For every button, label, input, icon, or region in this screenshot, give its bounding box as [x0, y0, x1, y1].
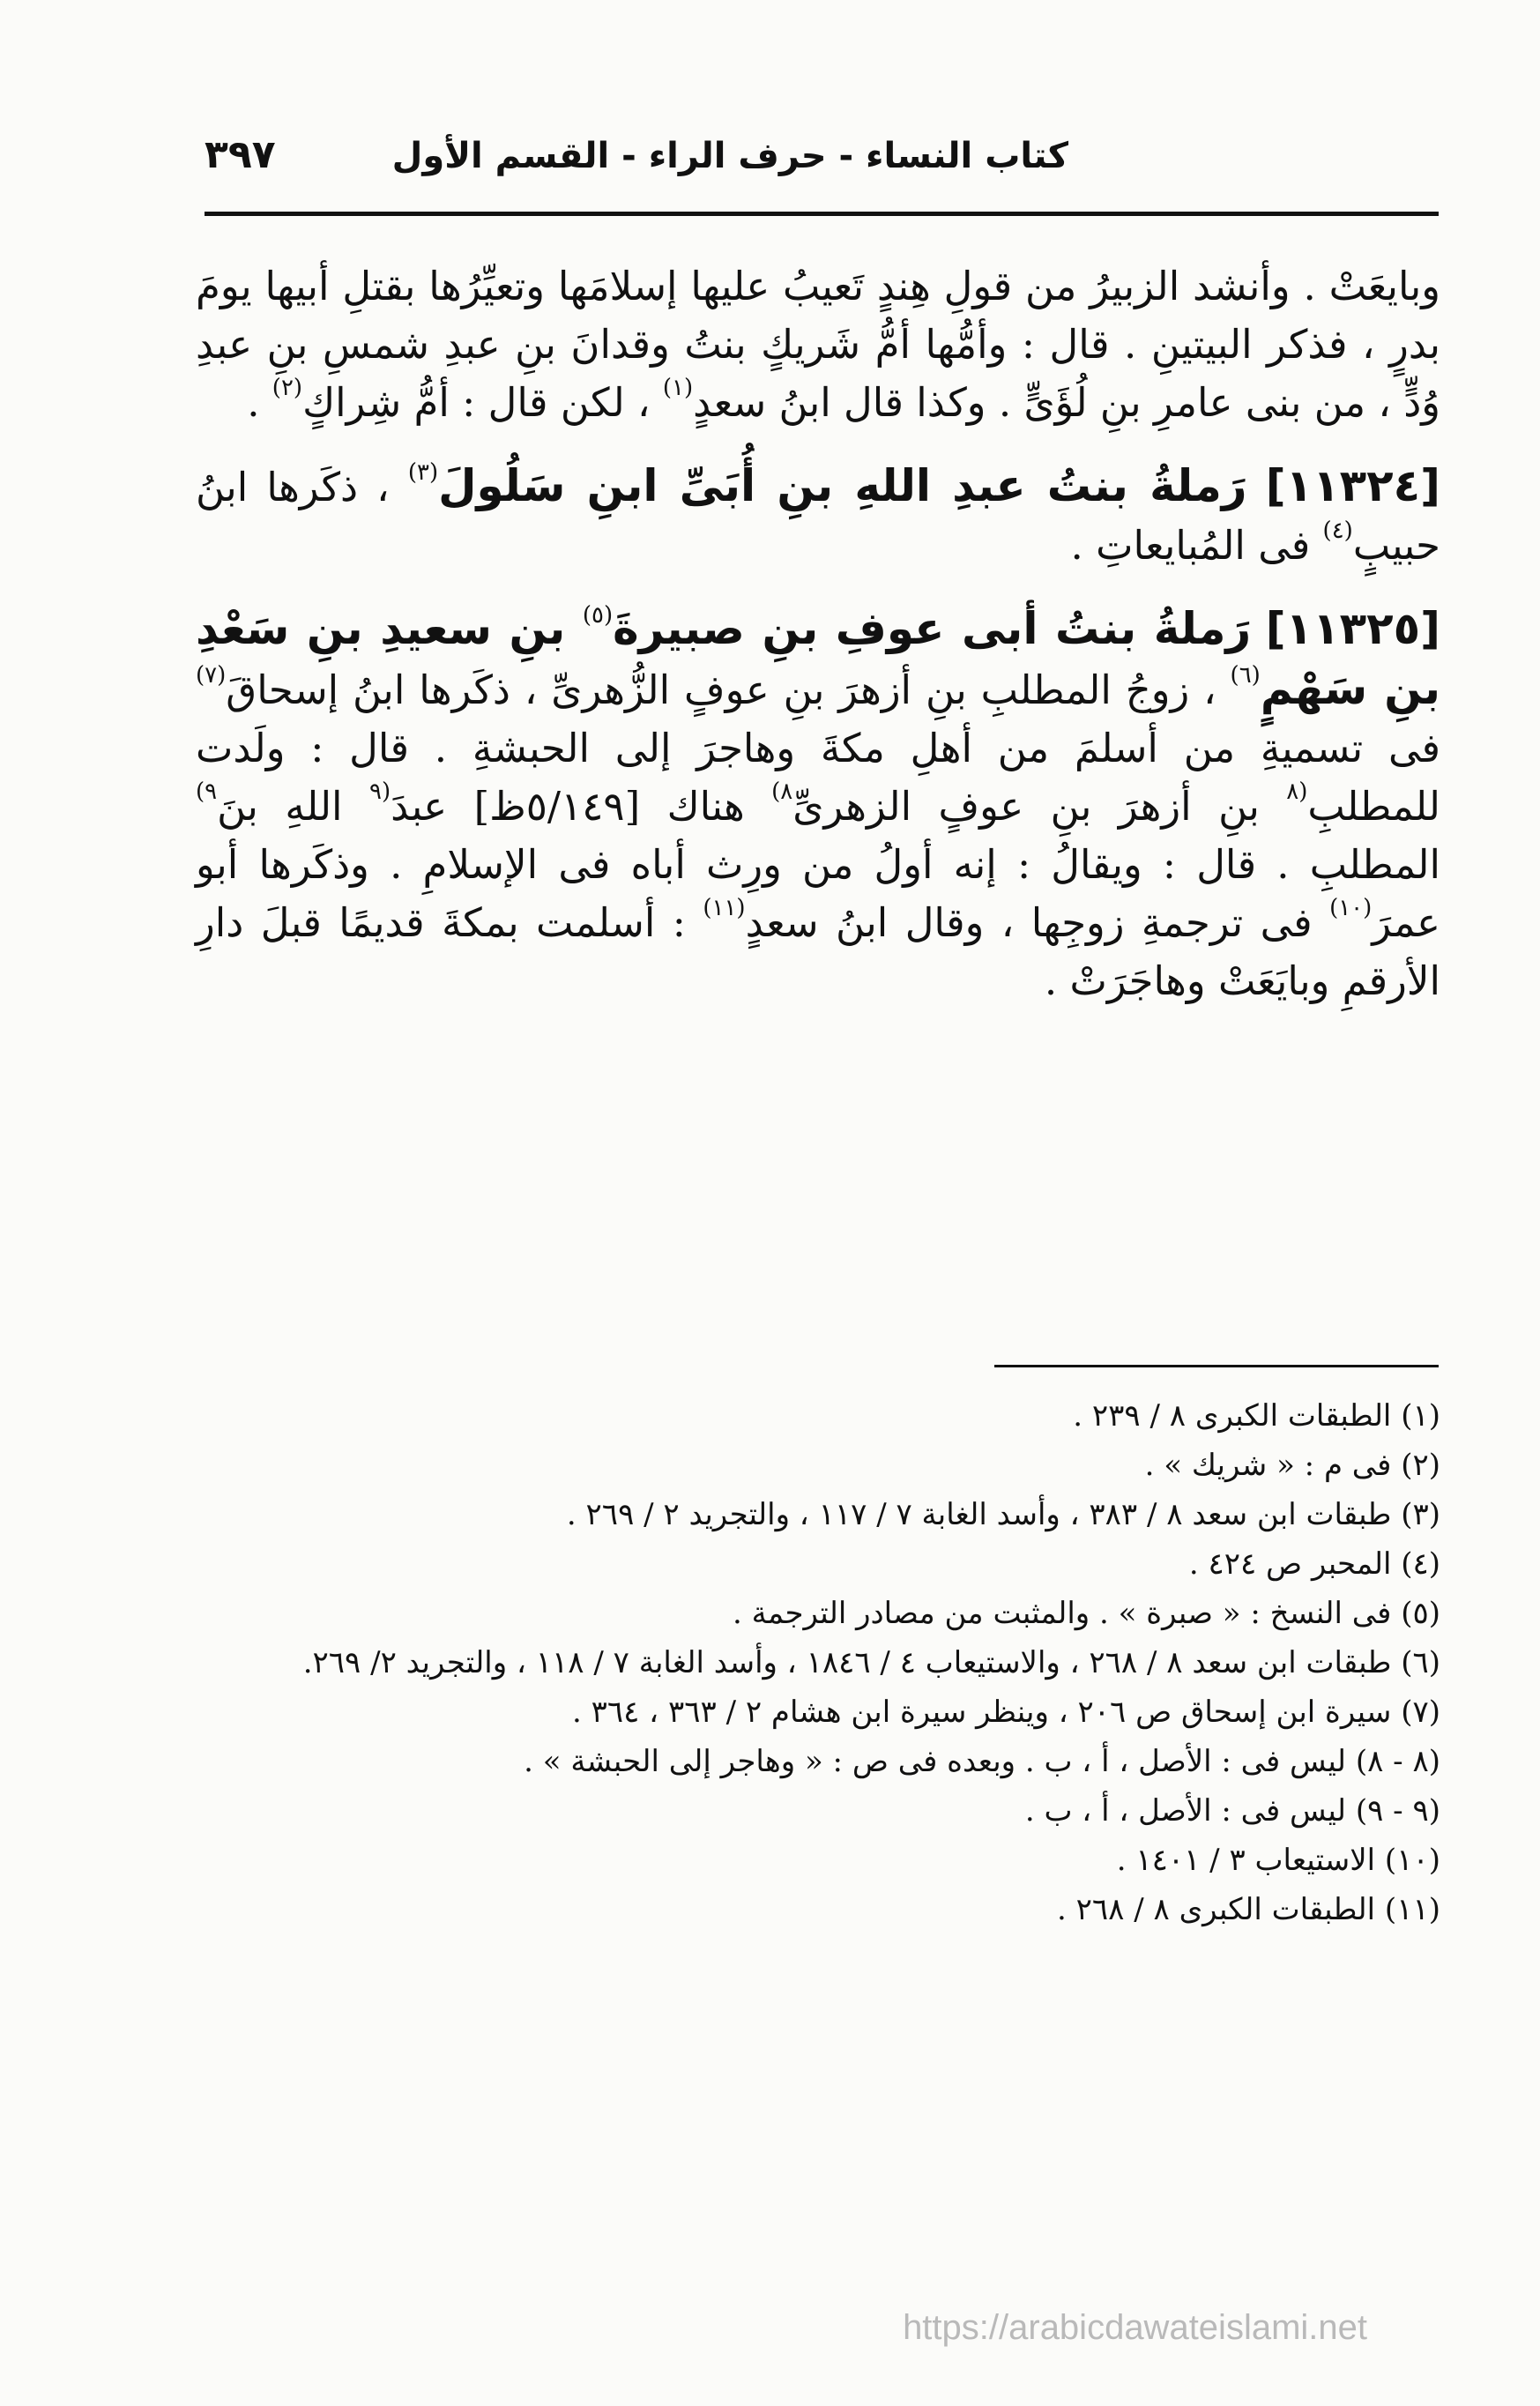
- footnote-ref: (٥): [582, 602, 614, 629]
- text-run: المطلبِ . قال : ويقالُ : إنه أولُ من ورِث أباه فى الإسلامِ . وذكَرها أبو عمرَ: [196, 841, 1441, 946]
- footnote-ref: (٧): [196, 662, 227, 689]
- header-rule: [205, 212, 1439, 216]
- running-title: كتاب النساء - حرف الراء - القسم الأول: [391, 136, 1068, 176]
- footnote-ref: (٩: [368, 778, 391, 805]
- entry-name-cont: بنِ سعيدِ بنِ سَعْدِ بنِ سَهْمٍ: [196, 603, 1440, 714]
- entry-11325: [196, 600, 1440, 1010]
- footnote: (٥) فى النسخ : « صبرة » . والمثبت من مصادر الترجمة .: [732, 1596, 1440, 1631]
- text-run: هناك [٥/١٤٩ظ] عبدَ: [391, 783, 772, 830]
- footnote: (٩ - ٩) ليس فى : الأصل ، أ ، ب .: [1024, 1793, 1440, 1829]
- text-run: ، زوجُ المطلبِ بنِ أزهرَ بنِ عوفٍ الزُّهرىِّ ، ذكَرها ابنُ إسحاقَ: [226, 667, 1231, 713]
- page-number: ٣٩٧: [205, 132, 276, 177]
- page-header: [205, 132, 1439, 194]
- main-text: [196, 257, 1440, 1010]
- footnote-ref: (٤): [1322, 518, 1353, 544]
- footnote-rule: [994, 1365, 1439, 1367]
- footnote: (٧) سيرة ابن إسحاق ص ٢٠٦ ، وينظر سيرة ابن هشام ٢ / ٣٦٣ ، ٣٦٤ .: [571, 1695, 1440, 1730]
- text-run: فى ترجمةِ زوجِها ، وقال ابنُ سعدٍ: [745, 899, 1330, 946]
- footnote-ref: (١): [662, 375, 694, 401]
- footnote-ref: (٣): [407, 459, 439, 486]
- text-run: اللهِ بنَ: [217, 783, 369, 830]
- entry-11324: [196, 457, 1440, 575]
- footnote: (٢) فى م : « شريك » .: [1144, 1448, 1440, 1483]
- footnote-ref: (٦): [1230, 662, 1261, 689]
- footnotes: [196, 1391, 1440, 1934]
- footnote-ref: (١٠): [1329, 895, 1373, 921]
- text-run: ، لكن قال : أمُّ شِراكٍ: [302, 379, 651, 426]
- footnote: (٨ - ٨) ليس فى : الأصل ، أ ، ب . وبعده فى ص : « وهاجر إلى الحبشة » .: [524, 1744, 1440, 1779]
- entry-number: [١١٣٢٥]: [1265, 603, 1440, 654]
- footnote-ref: (٨: [1286, 778, 1308, 805]
- footnote: (١١) الطبقات الكبرى ٨ / ٢٦٨ .: [1057, 1892, 1440, 1927]
- footnote: (١٠) الاستيعاب ٣ / ١٤٠١ .: [1116, 1843, 1440, 1878]
- footnote: (٤) المحبر ص ٤٢٤ .: [1188, 1546, 1440, 1582]
- footnote: (١) الطبقات الكبرى ٨ / ٢٣٩ .: [1073, 1398, 1440, 1434]
- text-run: فى المُبايعاتِ .: [1070, 522, 1323, 569]
- footnote-ref: ٩): [196, 778, 218, 805]
- text-run: فى تسميةِ من أسلمَ من أهلِ مكةَ وهاجرَ إلى الحبشةِ . قال : ولَدت للمطلبِ: [196, 725, 1441, 830]
- watermark-url: https://arabicdawateislami.net: [903, 2308, 1367, 2347]
- entry-name: رَملةُ بنتُ أبى عوفِ بنِ صبيرةَ: [613, 603, 1252, 654]
- entry-name: رَملةُ بنتُ عبدِ اللهِ بنِ أُبَىِّ ابنِ سَلُولَ: [438, 460, 1247, 511]
- entry-number: [١١٣٢٤]: [1265, 460, 1440, 511]
- footnote: (٦) طبقات ابن سعد ٨ / ٢٦٨ ، والاستيعاب ٤ / ١٨٤٦ ، وأسد الغابة ٧ / ١١٨ ، والتجريد ٢/ ٢٦٩.: [302, 1645, 1440, 1680]
- text-run: ، ذكَرها ابنُ حبيبٍ: [196, 464, 1440, 569]
- paragraph-continuation: [196, 257, 1440, 432]
- text-run: : أسلمت بمكةَ قديمًا قبلَ دارِ الأرقمِ وبايَعَتْ وهاجَرَتْ .: [196, 899, 1440, 1004]
- footnote: (٣) طبقات ابن سعد ٨ / ٣٨٣ ، وأسد الغابة ٧ / ١١٧ ، والتجريد ٢ / ٢٦٩ .: [566, 1497, 1440, 1532]
- text-run: بنِ أزهرَ بنِ عوفٍ الزهرىِّ: [792, 783, 1287, 830]
- text-run: .: [247, 379, 272, 426]
- footnote-ref: ٨): [771, 778, 793, 805]
- footnote-ref: (٢): [272, 375, 303, 401]
- text-run: وبايعَتْ . وأنشد الزبيرُ من قولِ هِندٍ تَعيبُ عليها إسلامَها وتعيِّرُها بقتلِ أبيها يومَ بدرٍ ، فذكر البيتينِ . قال : وأمُّها أمُّ شَريكٍ بنتُ وقدانَ بنِ عبدِ شمسِ بنِ عبدِ وُدٍّ ، من بنى عامرِ بنِ لُؤَىٍّ . وكذا قال ابنُ سعدٍ: [196, 263, 1440, 426]
- footnote-ref: (١١): [703, 895, 746, 921]
